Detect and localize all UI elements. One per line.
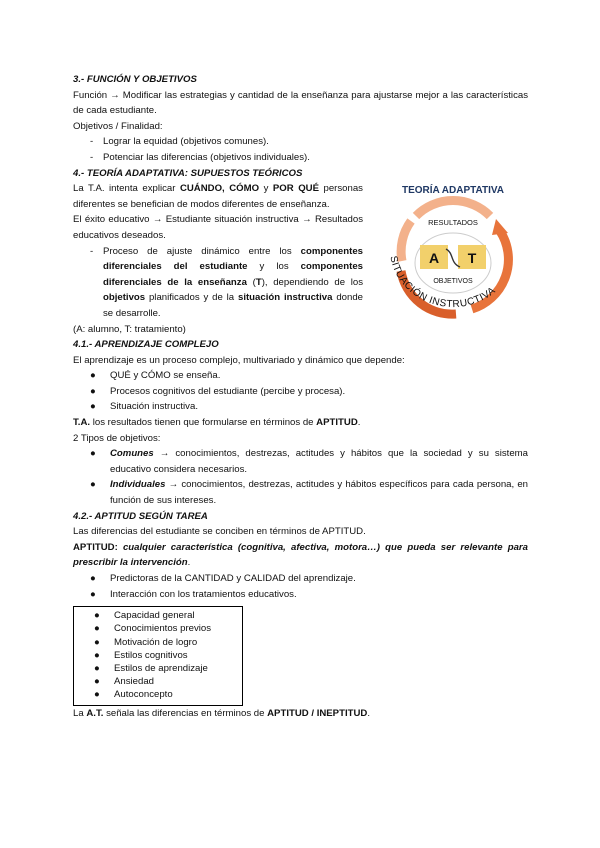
- section-4-body: [73, 181, 528, 337]
- box-item: ● Autoconcepto: [94, 689, 173, 701]
- exito-paragraph: El éxito educativo → Estudiante situación instructiva → Resultados educativos deseados.: [73, 214, 363, 241]
- aptitud-definition: APTITUD: cualquier característica (cognitiva, afectiva, motora…) que pueda ser relevante para prescribir la intervención.: [73, 541, 528, 569]
- list-item: ● Comunes → conocimientos, destrezas, actitudes y hábitos que la sociedad y su sistema educativo considera necesarios.: [90, 448, 528, 475]
- section-4-heading: 4.- TEORÍA ADAPTATIVA: SUPUESTOS TEÓRICOS: [73, 167, 303, 179]
- section-3-heading: 3.- FUNCIÓN Y OBJETIVOS: [73, 74, 197, 85]
- ta-paragraph: La T.A. intenta explicar CUÁNDO, CÓMO y POR QUÉ personas diferentes se benefician de modos diferentes de enseñanza.: [73, 183, 363, 210]
- box-item: ● Conocimientos previos: [94, 623, 212, 635]
- diagram-a: A: [428, 250, 440, 267]
- funcion-paragraph: [73, 88, 528, 119]
- box-item: ● Capacidad general: [94, 610, 195, 622]
- tipos-label: 2 Tipos de objetivos:: [73, 432, 161, 444]
- ta-result-line: T.A. los resultados tienen que formularse en términos de APTITUD.: [73, 417, 361, 429]
- box-item: ● Estilos cognitivos: [94, 649, 188, 661]
- section-42-heading: 4.2.- APTITUD SEGÚN TAREA: [73, 510, 208, 522]
- objetivo-item: - Lograr la equidad (objetivos comunes).: [90, 136, 269, 148]
- diagram-t: T: [467, 250, 477, 267]
- list-item: ● Interacción con los tratamientos educativos.: [90, 588, 297, 600]
- list-item: ● QUÉ y CÓMO se enseña.: [90, 370, 221, 382]
- final-line: La A.T. señala las diferencias en términos de APTITUD / INEPTITUD.: [73, 707, 370, 719]
- diagram-situacion: SITUACIÓN INSTRUCTIVA: [387, 255, 498, 311]
- list-item: ● Individuales → conocimientos, destrezas, actitudes y hábitos específicos para cada persona, en función de sus intereses.: [90, 479, 528, 507]
- objetivos-label: Objetivos / Finalidad:: [73, 120, 163, 132]
- ajuste-item: - Proceso de ajuste dinámico entre los componentes diferenciales del estudiante y los componentes diferenciales de la enseñanza (T), dependiendo de los objetivos planificados y de la situación instructiva donde se desarrolle.: [90, 245, 363, 319]
- box-item: ● Ansiedad: [94, 676, 155, 688]
- aprendizaje-intro: El aprendizaje es un proceso complejo, multivariado y dinámico que depende:: [73, 354, 405, 366]
- objetivo-item: - Potenciar las diferencias (objetivos individuales).: [90, 151, 310, 163]
- list-item: ● Procesos cognitivos del estudiante (percibe y procesa).: [90, 385, 346, 397]
- list-item: ● Situación instructiva.: [90, 401, 198, 413]
- note-text: (A: alumno, T: tratamiento): [73, 323, 186, 335]
- aptitud-intro: Las diferencias del estudiante se conciben en términos de APTITUD.: [73, 526, 366, 538]
- list-item: ● Predictoras de la CANTIDAD y CALIDAD del aprendizaje.: [90, 573, 356, 584]
- box-item: ● Estilos de aprendizaje: [94, 663, 208, 674]
- box-item: ● Motivación de logro: [94, 636, 198, 648]
- funcion-label: Función: [73, 89, 108, 101]
- aptitudes-box: [73, 606, 243, 705]
- diagram-objetivos: OBJETIVOS: [433, 278, 473, 286]
- diagram-title: TEORÍA ADAPTATIVA: [401, 185, 505, 197]
- adaptive-theory-diagram: [376, 181, 530, 319]
- funcion-text: → Modificar las estrategias y cantidad de la enseñanza para ajustarse mejor a las características de cada estudiante.: [73, 89, 528, 117]
- diagram-resultados: RESULTADOS: [428, 218, 478, 228]
- arrow-top: [416, 201, 490, 216]
- section-41-heading: 4.1.- APRENDIZAJE COMPLEJO: [73, 339, 219, 351]
- arrow-left: [401, 221, 411, 261]
- document-page: [73, 72, 528, 721]
